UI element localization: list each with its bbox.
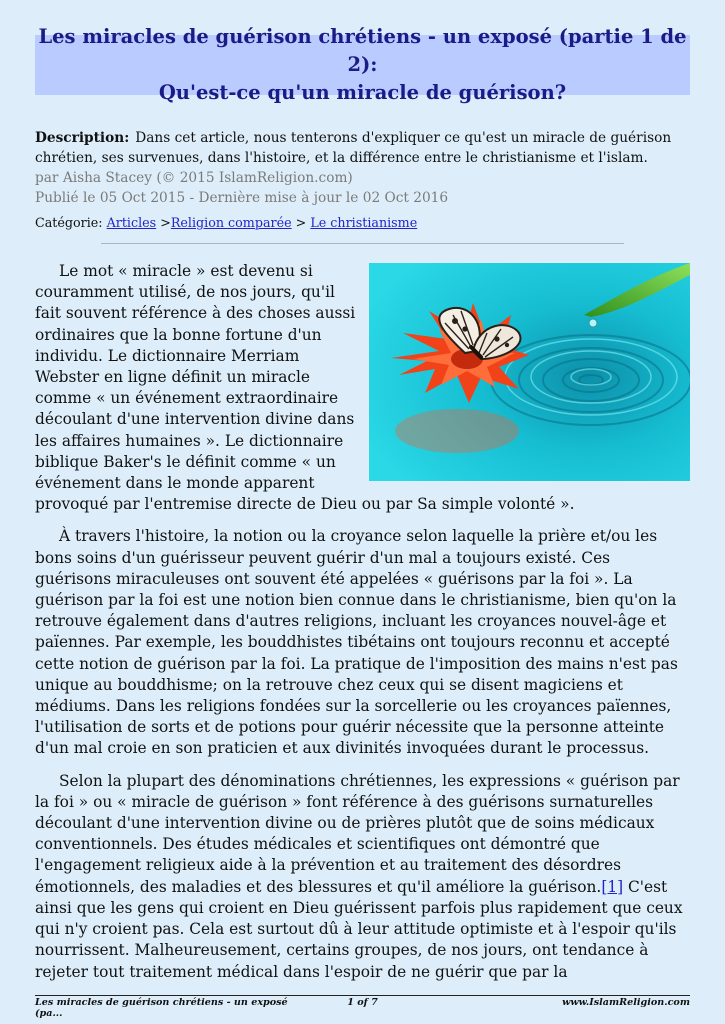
paragraph-text: Selon la plupart des dénominations chrétiennes, les expressions « guérison par la foi » ou « miracle de guérison » font référence à des guérisons surnaturelles découlant d'une intervention divine ou de prières plutôt que de soins médicaux conventionnels. Des études médicales et scientifiques ont démontré que l'engagement religieux aide à la prévention et au traitement des désordres émotionnels, des maladies et des blessures et qu'il améliore la guérison. [35, 771, 680, 896]
paragraph [35, 771, 690, 983]
footer-title: Les miracles de guérison chrétiens - un exposé (pa... [35, 997, 288, 1019]
footnote-link[interactable]: [1] [601, 877, 624, 896]
article-meta [35, 128, 690, 232]
article-body [35, 261, 690, 994]
breadcrumb [35, 214, 690, 232]
paragraph: Le mot « miracle » est devenu si couramment utilisé, de nos jours, qu'il fait souvent référence à des choses aussi ordinaires que la bonne fortune d'un individu. Le dictionnaire Merriam Webster en ligne définit un miracle comme « un événement extraordinaire découlant d'une intervention divine dans les affaires humaines ». Le dictionnaire biblique Baker's le définit comme « un événement dans le monde apparent provoqué par l'entremise directe de Dieu ou par Sa simple volonté ». [35, 262, 575, 514]
water-drop [589, 319, 597, 327]
author-line: par Aisha Stacey (© 2015 IslamReligion.com) [35, 170, 353, 186]
footer-divider [35, 995, 690, 996]
publish-date: Publié le 05 Oct 2015 - Dernière mise à jour le 02 Oct 2016 [35, 190, 449, 206]
category-link-christianisme[interactable]: Le christianisme [310, 215, 418, 230]
site-name: www.IslamReligion.com [562, 997, 690, 1008]
breadcrumb-separator: > [160, 215, 171, 230]
page-title [35, 25, 690, 104]
article-image [369, 263, 690, 481]
page-footer [35, 997, 690, 1019]
paragraph-text: C'est ainsi que les gens qui croient en Dieu guérissent parfois plus rapidement que ceux qui n'y croient pas. Cela est surtout dû à leur attitude optimiste et à l'espoir qu'ils nourrissent. Malheureusement, certains groupes, de nos jours, ont tendance à rejeter tout traitement médical dans l'espoir de ne guérir que par la [35, 877, 683, 981]
title-line-1: Les miracles de guérison chrétiens - un exposé (partie 1 de 2): [38, 25, 687, 76]
breadcrumb-separator: > [295, 215, 307, 230]
paragraph: À travers l'histoire, la notion ou la croyance selon laquelle la prière et/ou les bons soins d'un guérisseur peuvent guérir d'un mal a toujours existé. Ces guérisons miraculeuses ont souvent été appelées « guérisons par la foi ». La guérison par la foi est une notion bien connue dans le christianisme, bien qu'on la retrouve également dans d'autres religions, incluant les croyances nouvel-âge et païennes. Par exemple, les bouddhistes tibétains ont toujours reconnu et accepté cette notion de guérison par la foi. La pratique de l'imposition des mains n'est pas unique au bouddhisme; on la retrouve chez ceux qui se disent magiciens et médiums. Dans les religions fondées sur la sorcellerie ou les croyances païennes, l'utilisation de sorts et de potions pour guérir nécessite que la personne atteinte d'un mal croie en son praticien et aux divinités invoquées durant le processus. [35, 527, 678, 758]
category-label: Catégorie: [35, 215, 103, 230]
title-line-2: Qu'est-ce qu'un miracle de guérison? [158, 81, 567, 104]
description-text: Dans cet article, nous tenterons d'expliquer ce qu'est un miracle de guérison chrétien, ses survenues, dans l'histoire, et la différence entre le christianisme et l'islam. [35, 130, 672, 166]
description-label: Description: [35, 130, 130, 146]
page-number: 1 of 7 [347, 997, 378, 1008]
flower-reflection [395, 409, 519, 453]
divider [101, 243, 624, 244]
category-link-religion-comparee[interactable]: Religion comparée [170, 215, 292, 230]
category-link-articles[interactable]: Articles [106, 215, 157, 230]
description [35, 128, 690, 168]
